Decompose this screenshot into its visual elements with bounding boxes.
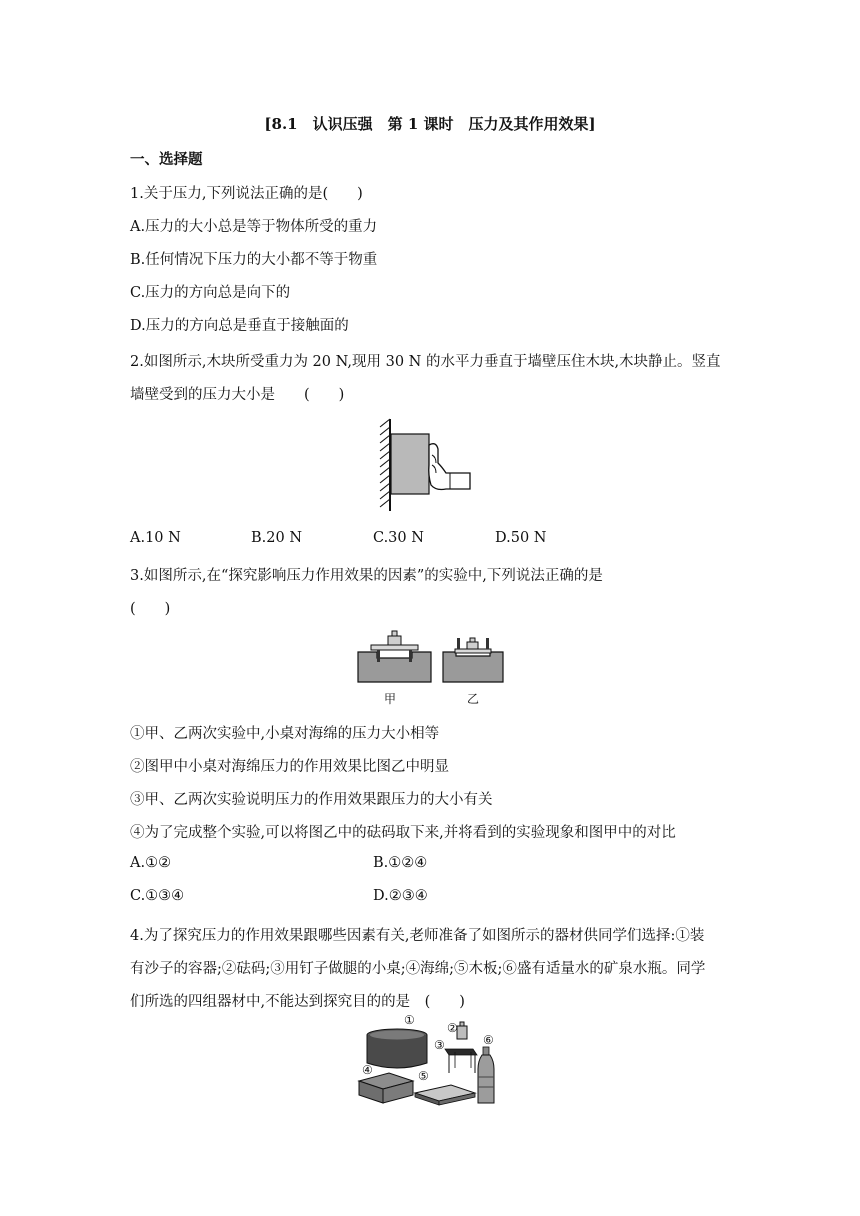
q2-option-c: C.30 N	[373, 530, 424, 546]
q4-stem-line3: 们所选的四组器材中,不能达到探究目的的是 ( )	[130, 994, 465, 1010]
q1-stem: 1.关于压力,下列说法正确的是( )	[130, 186, 363, 202]
q3-statement-4: ④为了完成整个实验,可以将图乙中的砝码取下来,并将看到的实验现象和图甲中的对比	[130, 825, 676, 841]
q3-option-c: C.①③④	[130, 888, 185, 904]
q4-figure-equipment	[355, 1015, 515, 1110]
q1-option-d: D.压力的方向总是垂直于接触面的	[130, 318, 349, 334]
q4-fig-label-2: ②	[447, 1021, 458, 1035]
q3-option-d: D.②③④	[373, 888, 428, 904]
q3-figure-label-jia: 甲	[384, 692, 397, 706]
q3-figure-label-yi: 乙	[467, 692, 480, 706]
q3-figure-jia	[357, 630, 432, 685]
q3-stem-line1: 3.如图所示,在“探究影响压力作用效果的因素”的实验中,下列说法正确的是	[130, 568, 603, 584]
q4-stem-line2: 有沙子的容器;②砝码;③用钉子做腿的小桌;④海绵;⑤木板;⑥盛有适量水的矿泉水瓶。同学	[130, 961, 706, 977]
page-title: [8.1 认识压强 第 1 课时 压力及其作用效果]	[264, 115, 596, 133]
q3-option-b: B.①②④	[373, 855, 428, 871]
q4-fig-label-1: ①	[404, 1013, 415, 1027]
q4-fig-label-3: ③	[434, 1038, 445, 1052]
q3-statement-3: ③甲、乙两次实验说明压力的作用效果跟压力的大小有关	[130, 792, 493, 808]
q3-figure-yi	[442, 630, 504, 685]
q1-option-b: B.任何情况下压力的大小都不等于物重	[130, 252, 378, 268]
section-heading: 一、选择题	[130, 151, 203, 168]
q1-option-c: C.压力的方向总是向下的	[130, 285, 291, 301]
q3-statement-1: ①甲、乙两次实验中,小桌对海绵的压力大小相等	[130, 726, 440, 742]
q2-option-b: B.20 N	[251, 530, 303, 546]
q1-option-a: A.压力的大小总是等于物体所受的重力	[130, 219, 378, 235]
q2-option-d: D.50 N	[495, 530, 547, 546]
q3-statement-2: ②图甲中小桌对海绵压力的作用效果比图乙中明显	[130, 759, 449, 775]
q4-fig-label-4: ④	[362, 1063, 373, 1077]
q4-stem-line1: 4.为了探究压力的作用效果跟哪些因素有关,老师准备了如图所示的器材供同学们选择:①装	[130, 928, 705, 944]
q3-stem-line2: ( )	[130, 601, 171, 617]
q3-option-a: A.①②	[130, 855, 172, 871]
q2-stem-line2: 墙壁受到的压力大小是 ( )	[130, 387, 345, 403]
q2-figure-wall-block-hand	[376, 415, 476, 515]
q4-fig-label-6: ⑥	[483, 1033, 494, 1047]
q2-option-a: A.10 N	[130, 530, 181, 546]
q4-fig-label-5: ⑤	[418, 1069, 429, 1083]
q2-stem-line1: 2.如图所示,木块所受重力为 20 N,现用 30 N 的水平力垂直于墙壁压住木块,木块静止。竖直	[130, 354, 721, 370]
